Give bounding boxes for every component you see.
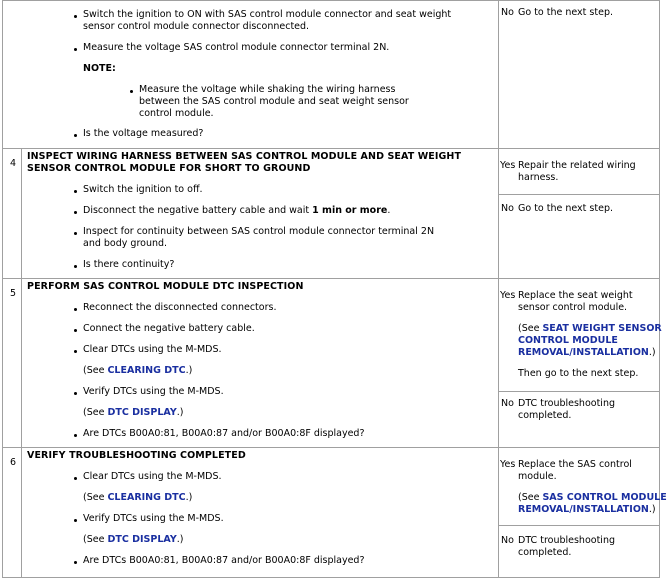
result-divider: [499, 391, 659, 392]
bullet: [130, 90, 133, 93]
bullet: [74, 232, 77, 235]
action-column-divider: [498, 0, 499, 578]
result-action: Go to the next step.: [518, 7, 613, 18]
note-label: NOTE:: [83, 63, 116, 74]
result-action: Repair the related wiring: [518, 160, 636, 171]
result-action: harness.: [518, 172, 559, 183]
row-divider: [2, 148, 660, 149]
note-line: control module.: [139, 108, 214, 119]
bullet: [74, 190, 77, 193]
step-title: SENSOR CONTROL MODULE FOR SHORT TO GROUND: [27, 163, 311, 174]
result-action: DTC troubleshooting: [518, 398, 615, 409]
link-sas-control-module[interactable]: REMOVAL/INSTALLATION: [518, 504, 649, 515]
result-action: completed.: [518, 410, 572, 421]
bullet: [74, 15, 77, 18]
result-answer: No: [501, 7, 514, 18]
see-reference: (See CLEARING DTC.): [83, 492, 193, 503]
instruction-line: Switch the ignition to off.: [83, 184, 203, 195]
instruction-line: Disconnect the negative battery cable and wait 1 min or more.: [83, 205, 391, 216]
result-action: module.: [518, 471, 557, 482]
step-title: VERIFY TROUBLESHOOTING COMPLETED: [27, 450, 246, 461]
link-sas-control-module[interactable]: SAS CONTROL MODULE: [542, 492, 667, 503]
instruction-line: Verify DTCs using the M-MDS.: [83, 513, 224, 524]
instruction-line: sensor control module connector disconnected.: [83, 21, 310, 32]
table-top-border: [2, 0, 660, 1]
result-action: Replace the seat weight: [518, 290, 633, 301]
wait-duration: 1 min or more: [312, 205, 388, 216]
bullet: [74, 477, 77, 480]
instruction-line: Clear DTCs using the M-MDS.: [83, 471, 222, 482]
instruction-line: Clear DTCs using the M-MDS.: [83, 344, 222, 355]
note-line: between the SAS control module and seat weight sensor: [139, 96, 409, 107]
step-number: 6: [10, 457, 17, 468]
result-divider: [499, 525, 659, 526]
bullet: [74, 329, 77, 332]
link-seat-weight-sensor[interactable]: CONTROL MODULE: [518, 335, 618, 346]
step-column-divider: [21, 148, 22, 578]
instruction-line: Inspect for continuity between SAS control module connector terminal 2N: [83, 226, 435, 237]
see-reference: REMOVAL/INSTALLATION.): [518, 347, 656, 358]
table-left-border: [2, 0, 3, 578]
bullet: [74, 211, 77, 214]
instruction-line: Verify DTCs using the M-MDS.: [83, 386, 224, 397]
result-divider: [499, 194, 659, 195]
see-reference: (See DTC DISPLAY.): [83, 534, 184, 545]
step-title: INSPECT WIRING HARNESS BETWEEN SAS CONTROL MODULE AND SEAT WEIGHT: [27, 151, 462, 162]
link-dtc-display[interactable]: DTC DISPLAY: [107, 407, 177, 418]
link-dtc-display[interactable]: DTC DISPLAY: [107, 534, 177, 545]
instruction-line: Are DTCs B00A0:81, B00A0:87 and/or B00A0:8F displayed?: [83, 555, 365, 566]
result-action: DTC troubleshooting: [518, 535, 615, 546]
note-line: Measure the voltage while shaking the wiring harness: [139, 84, 396, 95]
see-reference: REMOVAL/INSTALLATION.): [518, 504, 656, 515]
table-bottom-border: [2, 577, 660, 578]
row-divider: [2, 278, 660, 279]
bullet: [74, 519, 77, 522]
step-title: PERFORM SAS CONTROL MODULE DTC INSPECTION: [27, 281, 304, 292]
instruction-line: Reconnect the disconnected connectors.: [83, 302, 277, 313]
instruction-line: Is there continuity?: [83, 259, 175, 270]
bullet: [74, 392, 77, 395]
step-number: 4: [10, 158, 17, 169]
link-seat-weight-sensor[interactable]: REMOVAL/INSTALLATION: [518, 347, 649, 358]
instruction-line: Is the voltage measured?: [83, 128, 204, 139]
bullet: [74, 134, 77, 137]
row-divider: [2, 447, 660, 448]
bullet: [74, 265, 77, 268]
result-answer: No: [501, 535, 514, 546]
see-reference: (See SEAT WEIGHT SENSOR: [518, 323, 662, 334]
result-answer: Yes: [500, 290, 516, 301]
result-action: Replace the SAS control: [518, 459, 632, 470]
instruction-line: Are DTCs B00A0:81, B00A0:87 and/or B00A0:8F displayed?: [83, 428, 365, 439]
bullet: [74, 308, 77, 311]
link-clearing-dtc[interactable]: CLEARING DTC: [107, 492, 186, 503]
result-answer: No: [501, 203, 514, 214]
see-reference: (See DTC DISPLAY.): [83, 407, 184, 418]
link-clearing-dtc[interactable]: CLEARING DTC: [107, 365, 186, 376]
result-answer: Yes: [500, 160, 516, 171]
step-number: 5: [10, 288, 17, 299]
instruction-line: and body ground.: [83, 238, 168, 249]
see-reference: (See CLEARING DTC.): [83, 365, 193, 376]
bullet: [74, 561, 77, 564]
result-action: sensor control module.: [518, 302, 628, 313]
bullet: [74, 48, 77, 51]
instruction-line: Connect the negative battery cable.: [83, 323, 255, 334]
instruction-line: Measure the voltage SAS control module connector terminal 2N.: [83, 42, 390, 53]
bullet: [74, 350, 77, 353]
link-seat-weight-sensor[interactable]: SEAT WEIGHT SENSOR: [542, 323, 662, 334]
instruction-line: Switch the ignition to ON with SAS control module connector and seat weight: [83, 9, 452, 20]
see-reference: (See SAS CONTROL MODULE: [518, 492, 667, 503]
result-action: completed.: [518, 547, 572, 558]
result-answer: Yes: [500, 459, 516, 470]
bullet: [74, 434, 77, 437]
result-action: Go to the next step.: [518, 203, 613, 214]
result-action: Then go to the next step.: [518, 368, 639, 379]
result-answer: No: [501, 398, 514, 409]
